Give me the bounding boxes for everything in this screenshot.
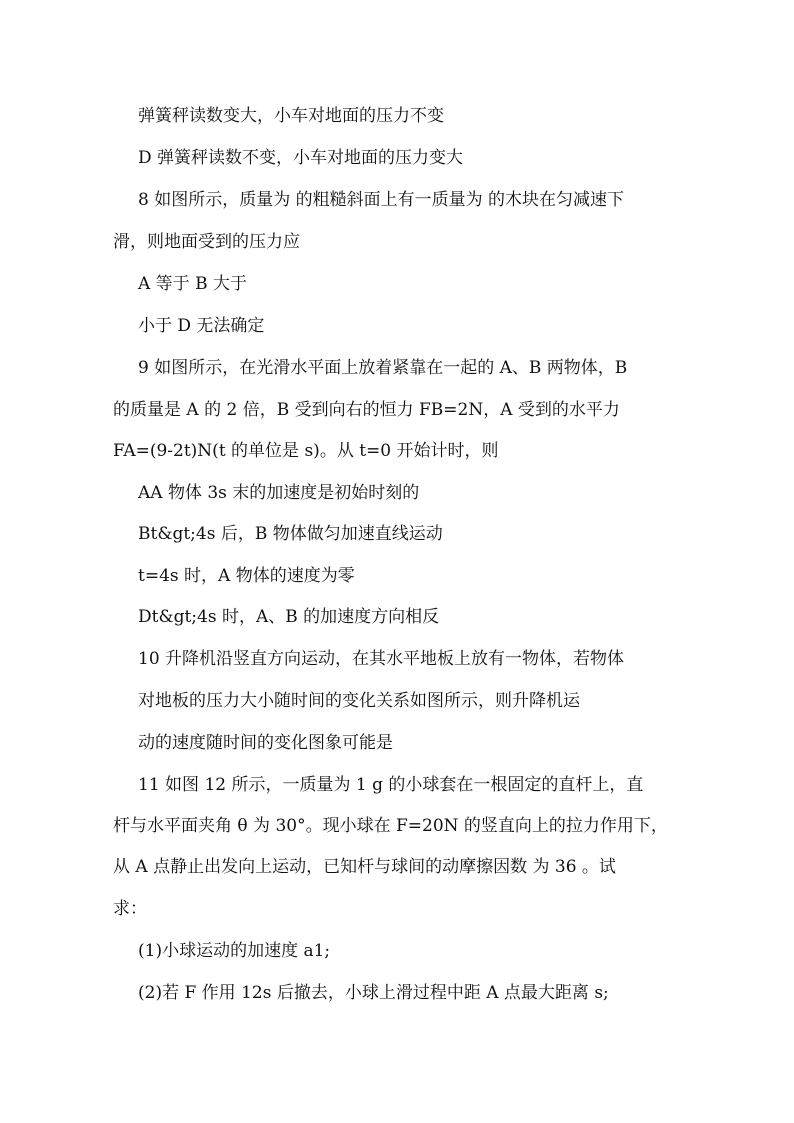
text-line-21: (1)小球运动的加速度 a1; [138,941,331,961]
text-line-2: D 弹簧秤读数不变，小车对地面的压力变大 [138,148,464,168]
text-line-14: 10 升降机沿竖直方向运动，在其水平地板上放有一物体，若物体 [138,649,625,669]
text-line-18: 杆与水平面夹角 θ 为 30°。现小球在 F=20N 的竖直向上的拉力作用下， [113,816,668,836]
text-line-13: Dt&gt;4s 时，A、B 的加速度方向相反 [138,607,440,627]
text-line-12: t=4s 时，A 物体的速度为零 [138,566,355,586]
text-line-1: 弹簧秤读数变大，小车对地面的压力不变 [138,106,444,126]
text-line-9: FA=(9-2t)N(t 的单位是 s)。从 t=0 开始计时，则 [113,441,499,461]
text-line-11: Bt&gt;4s 后，B 物体做匀加速直线运动 [138,524,443,544]
text-line-17: 11 如图 12 所示，一质量为 1 g 的小球套在一根固定的直杆上，直 [138,775,644,795]
text-line-10: AA 物体 3s 末的加速度是初始时刻的 [138,483,420,503]
text-line-5: A 等于 B 大于 [138,274,247,294]
text-line-20: 求： [113,899,147,919]
text-line-22: (2)若 F 作用 12s 后撤去，小球上滑过程中距 A 点最大距离 s; [138,983,609,1003]
text-line-4: 滑，则地面受到的压力应 [113,232,300,252]
text-line-15: 对地板的压力大小随时间的变化关系如图所示，则升降机运 [138,691,580,711]
text-line-19: 从 A 点静止出发向上运动，已知杆与球间的动摩擦因数 为 36 。试 [113,857,616,877]
text-line-7: 9 如图所示，在光滑水平面上放着紧靠在一起的 A、B 两物体，B [138,358,628,378]
text-line-16: 动的速度随时间的变化图象可能是 [138,733,393,753]
text-line-8: 的质量是 A 的 2 倍，B 受到向右的恒力 FB=2N，A 受到的水平力 [113,400,620,420]
text-line-6: 小于 D 无法确定 [138,316,265,336]
text-line-3: 8 如图所示，质量为 的粗糙斜面上有一质量为 的木块在匀减速下 [138,190,625,210]
